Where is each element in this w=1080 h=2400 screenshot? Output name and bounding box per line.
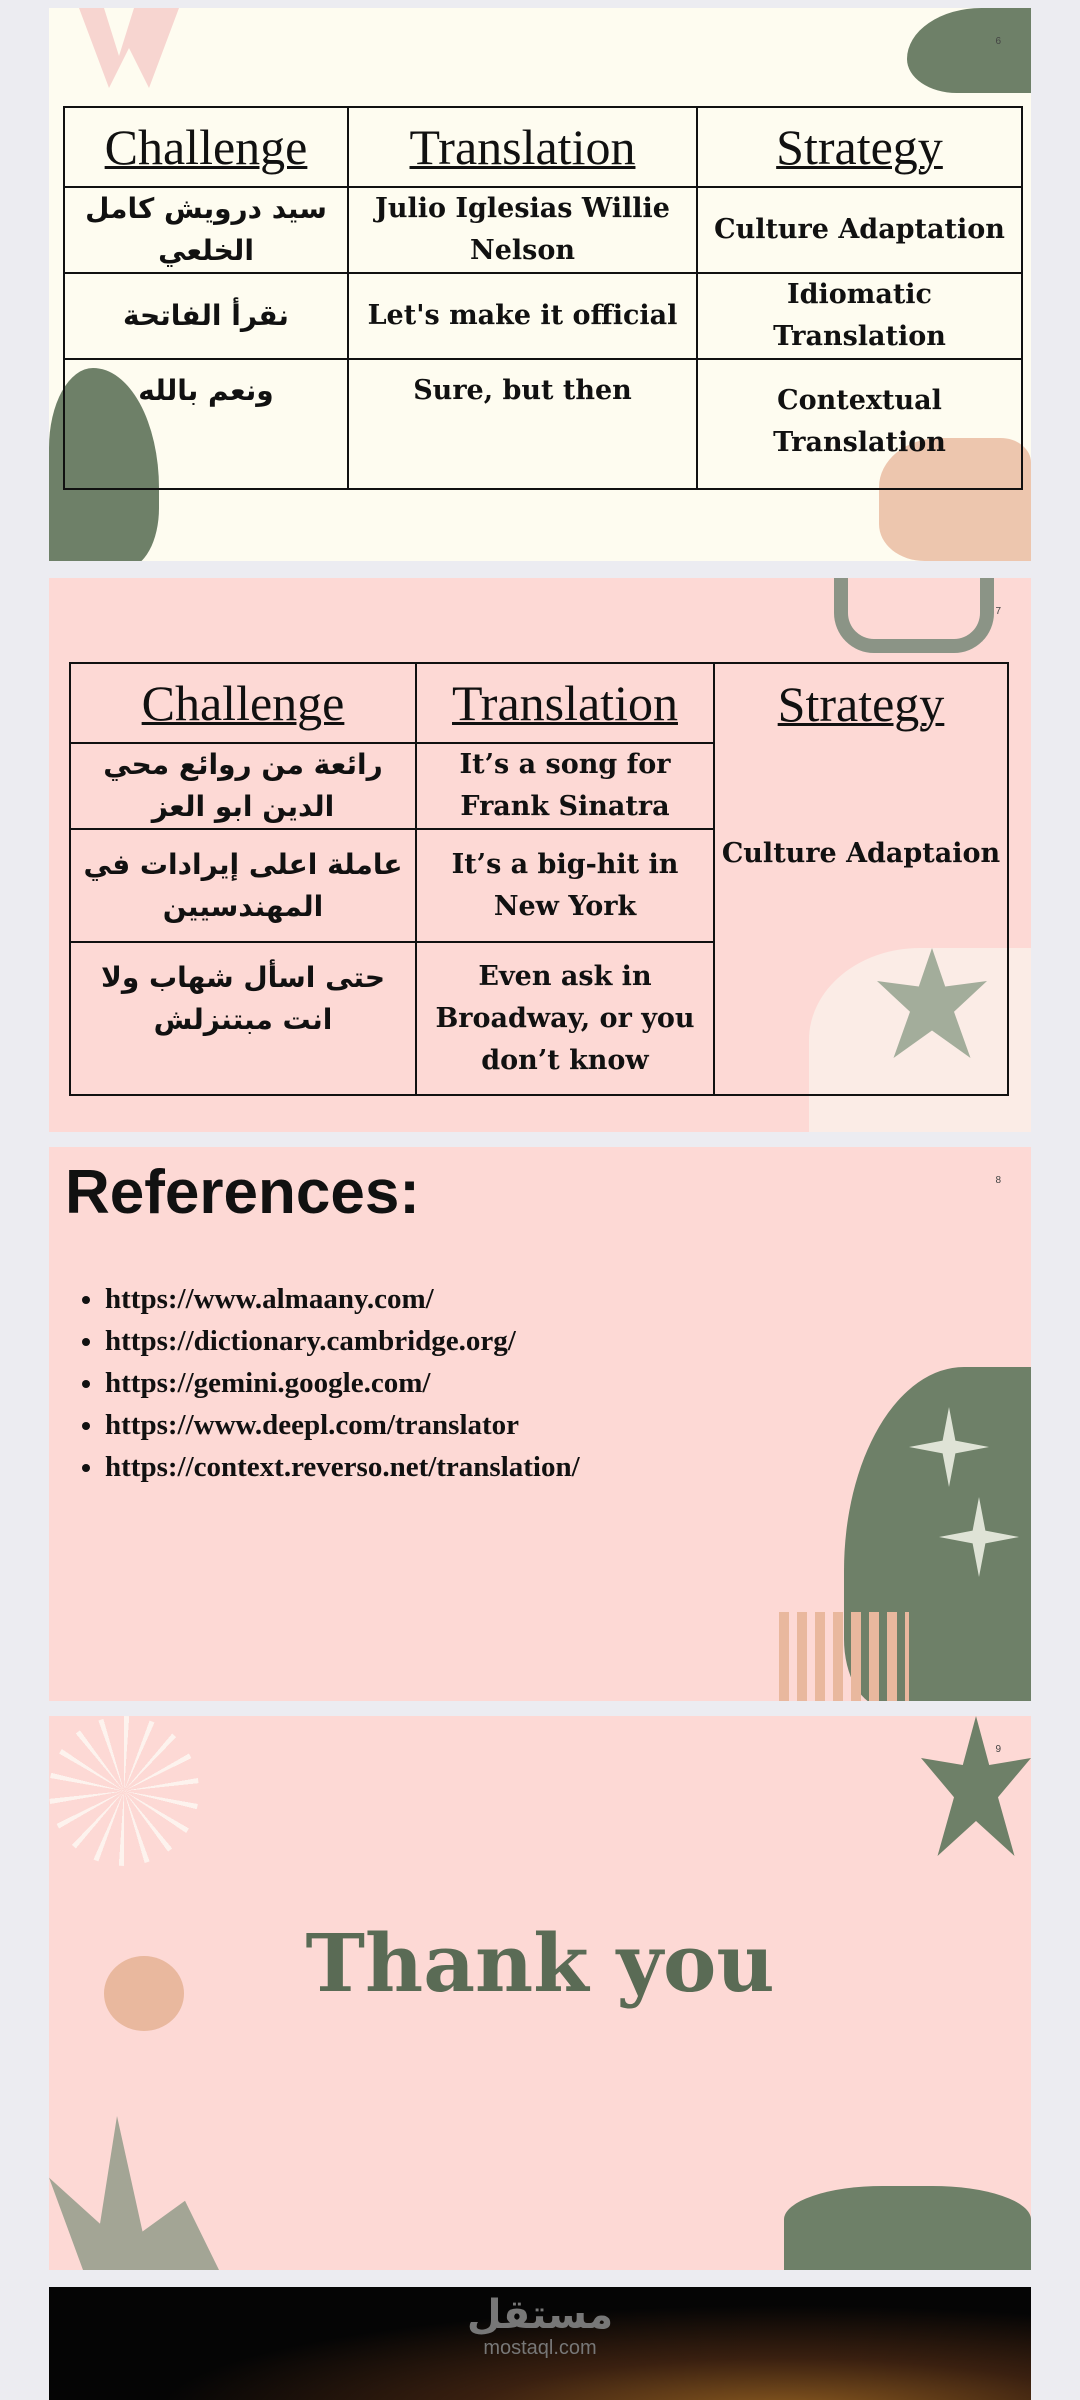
- slide-7: [49, 578, 1031, 1132]
- flower-icon: [104, 1956, 184, 2031]
- slide-8: [49, 1147, 1031, 1701]
- cell-translation: Let's make it official: [348, 273, 697, 359]
- mostaql-watermark: [49, 2287, 1031, 2360]
- header-strategy: Strategy: [697, 107, 1022, 187]
- header-translation: Translation: [416, 663, 714, 743]
- cell-translation: Julio Iglesias Willie Nelson: [348, 187, 697, 273]
- decor-shape: [907, 8, 1031, 93]
- cell-challenge: رائعة من روائع محي الدين ابو العز: [70, 743, 416, 829]
- header-translation: Translation: [348, 107, 697, 187]
- watermark-arabic: مستقل: [466, 2292, 614, 2338]
- reference-link[interactable]: • https://www.deepl.com/translator: [105, 1404, 580, 1446]
- cell-strategy: Contextual Translation: [697, 359, 1022, 489]
- header-challenge: Challenge: [70, 663, 416, 743]
- reference-link[interactable]: • https://dictionary.cambridge.org/: [105, 1320, 580, 1362]
- page-number: 7: [995, 606, 1001, 617]
- cell-translation: It’s a song for Frank Sinatra: [416, 743, 714, 829]
- reference-link[interactable]: • https://context.reverso.net/translation/: [105, 1446, 580, 1488]
- flower-icon: [921, 1716, 1031, 1856]
- leaf-shape: [49, 2116, 219, 2270]
- decor-shape: [79, 8, 179, 88]
- page-number: 9: [995, 1744, 1001, 1755]
- references: [65, 1157, 580, 1488]
- cell-translation: Sure, but then: [348, 359, 697, 489]
- cell-challenge: حتى اسأل شهاب ولا انت مبتنزلش: [70, 942, 416, 1095]
- page-number: 8: [995, 1175, 1001, 1186]
- cell-challenge: نقرأ الفاتحة: [64, 273, 348, 359]
- cell-strategy: Idiomatic Translation: [697, 273, 1022, 359]
- cell-strategy: Culture Adaptaion: [714, 743, 1008, 1095]
- header-strategy: Strategy: [714, 663, 1008, 743]
- header-challenge: Challenge: [64, 107, 348, 187]
- watermark-text: mostaql.com: [483, 2337, 597, 2359]
- decor-shape: [779, 1612, 909, 1701]
- cell-challenge: سيد درويش كامل الخلعي: [64, 187, 348, 273]
- translation-table: [63, 106, 1023, 490]
- translation-table: [69, 662, 1009, 1096]
- cell-challenge: ونعم بالله: [64, 359, 348, 489]
- slide-6: [49, 8, 1031, 561]
- page-number: 6: [995, 36, 1001, 47]
- thank-you-title: Thank you: [305, 1916, 775, 2010]
- reference-link[interactable]: • https://www.almaany.com/: [105, 1278, 580, 1320]
- references-title: References:: [65, 1158, 420, 1227]
- decor-shape: [784, 2186, 1031, 2270]
- sunburst-icon: [49, 1716, 199, 1866]
- decor-shape: [834, 578, 994, 653]
- cell-challenge: عاملة اعلى إيرادات في المهندسيين: [70, 829, 416, 942]
- slide-9: [49, 1716, 1031, 2270]
- slide-10-image: [49, 2287, 1031, 2400]
- cell-translation: It’s a big-hit in New York: [416, 829, 714, 942]
- cell-translation: Even ask in Broadway, or you don’t know: [416, 942, 714, 1095]
- reference-link[interactable]: • https://gemini.google.com/: [105, 1362, 580, 1404]
- cell-strategy: Culture Adaptation: [697, 187, 1022, 273]
- references-list: [105, 1278, 580, 1488]
